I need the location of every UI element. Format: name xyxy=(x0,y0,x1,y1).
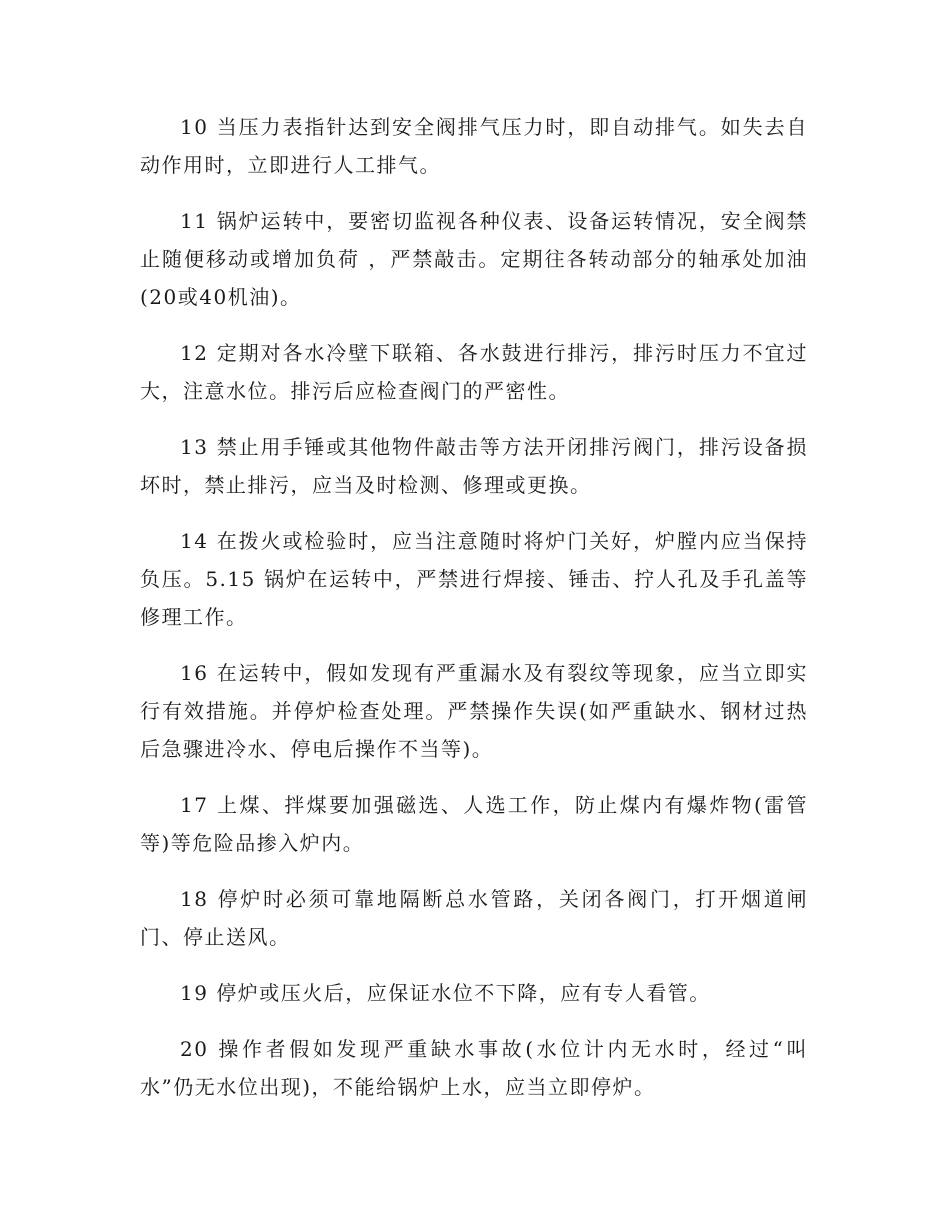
paragraph-13: 13 禁止用手锤或其他物件敲击等方法开闭排污阀门，排污设备损坏时，禁止排污，应当及时检测、修理或更换。 xyxy=(140,435,808,497)
paragraph-18: 18 停炉时必须可靠地隔断总水管路，关闭各阀门，打开烟道闸门、停止送风。 xyxy=(140,887,808,949)
paragraph-19: 19 停炉或压火后，应保证水位不下降，应有专人看管。 xyxy=(180,981,711,1005)
paragraph-10: 10 当压力表指针达到安全阀排气压力时，即自动排气。如失去自动作用时，立即进行人工排气。 xyxy=(140,115,808,177)
paragraph-14: 14 在拨火或检验时，应当注意随时将炉门关好，炉膛内应当保持负压。5.15 锅炉在运转中，严禁进行焊接、锤击、拧人孔及手孔盖等修理工作。 xyxy=(140,529,808,629)
paragraph-11: 11 锅炉运转中，要密切监视各种仪表、设备运转情况，安全阀禁止随便移动或增加负荷 ，严禁敲击。定期往各转动部分的轴承处加油(20或40机油)。 xyxy=(140,209,808,309)
paragraph-20: 20 操作者假如发现严重缺水事故(水位计内无水时，经过“叫水”仍无水位出现)，不能给锅炉上水，应当立即停炉。 xyxy=(140,1037,808,1099)
document-body xyxy=(140,108,808,1124)
paragraph-16: 16 在运转中，假如发现有严重漏水及有裂纹等现象，应当立即实行有效措施。并停炉检查处理。严禁操作失误(如严重缺水、钢材过热后急骤进冷水、停电后操作不当等)。 xyxy=(140,661,808,761)
paragraph-17: 17 上煤、拌煤要加强磁选、人选工作，防止煤内有爆炸物(雷管等)等危险品掺入炉内。 xyxy=(140,793,808,855)
paragraph-12: 12 定期对各水冷壁下联箱、各水鼓进行排污，排污时压力不宜过大，注意水位。排污后应检查阀门的严密性。 xyxy=(140,341,808,403)
